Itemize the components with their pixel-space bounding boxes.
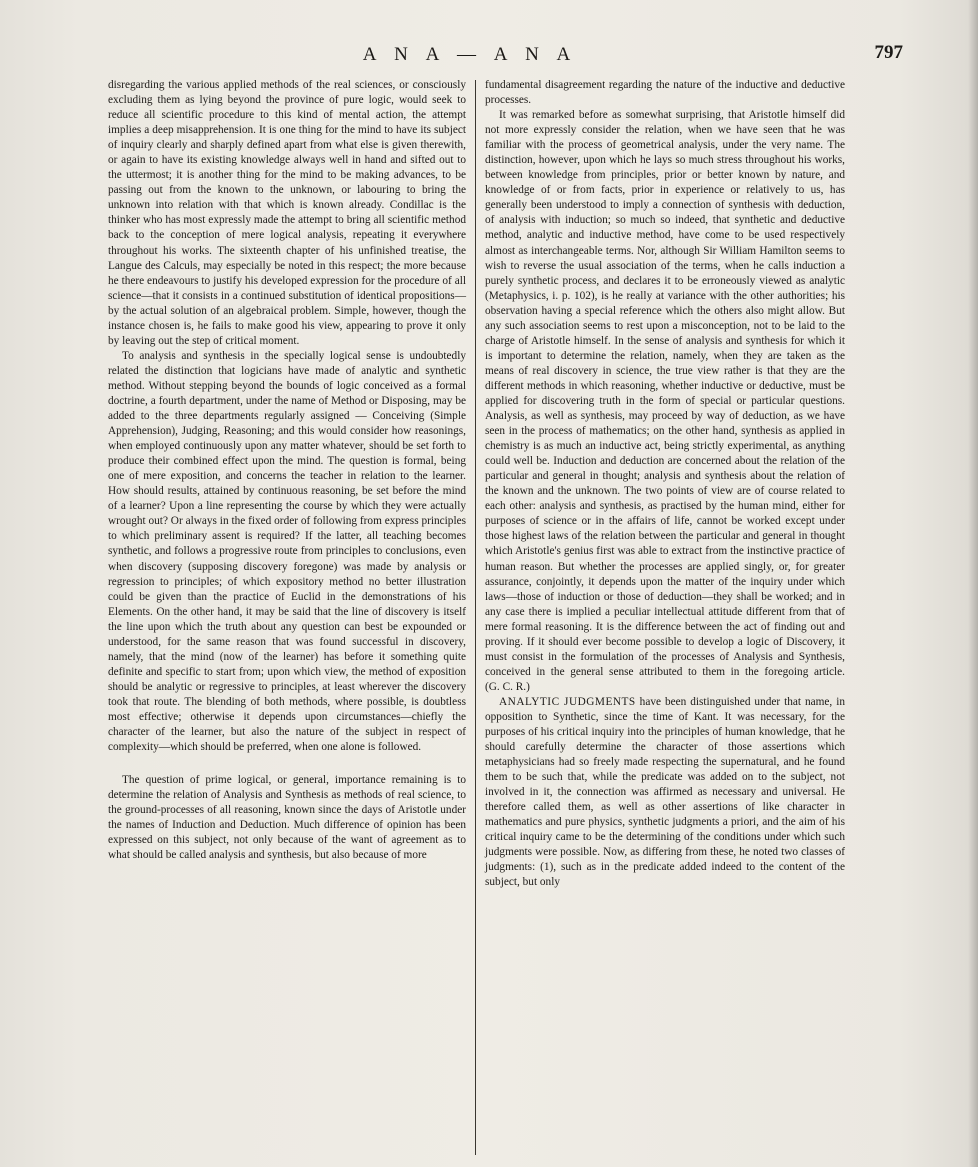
right-paragraph-2 (485, 108, 845, 695)
running-head-title: A N A — A N A (362, 44, 578, 65)
page-number: 797 (874, 42, 903, 63)
author-signature: (G. C. R.) (485, 680, 530, 693)
left-paragraph-3: The question of prime logical, or general, importance remaining is to determine the relation of Analysis and Synthesis as methods of real science, to the ground-processes of all reasoning, known since the days of Aristotle under the names of Induction and Deduction. Much difference of opinion has been expressed on this subject, not only because of the want of agreement as to what should be called analysis and synthesis, but also because of more (108, 774, 466, 862)
right-paragraph-3 (485, 695, 845, 891)
right-paragraph-1: fundamental disagreement regarding the nature of the inductive and deductive processes. (485, 79, 845, 107)
right-paragraph-2-text: It was remarked before as somewhat surprising, that Aristotle himself did not more expressly consider the relation, when we have seen that he was familiar with the process of geometrical analysis, under the very name. The distinction, however, upon which he lays so much stress throughout his works, between knowledge from principles, prior or better known by nature, and knowledge of or from facts, prior in experience or relatively to us, has generally been understood to imply a connection of synthesis with deduction, of analysis with induction; so much so indeed, that synthetic and deductive method, analytic and inductive method, have come to be used respectively almost as interchangeable terms. Nor, although Sir William Hamilton seems to wish to reverse the usual association of the terms, when he calls induction a purely synthetic process, and declares it to be erroneously viewed as analytic (Metaphysics, i. p. 102), is he really at variance with the other authorities; his observation having a special reference which the others also might allow. But any such association seems to rest upon a misconception, not to be laid to the charge of Aristotle himself. In the sense of analysis and synthesis for which it is important to determine the relation, namely, when they are taken as the means of real discovery in science, the true view rather is that they are the different methods in which reasoning, whether inductive or deductive, must be applied for discovering truth in the form of special or particular questions. Analysis, as well as synthesis, may proceed by way of deduction, as we have seen in the process of mathematics; on the other hand, synthesis as applied in chemistry is as much an inductive act, being strictly experimental, as anything could well be. Induction and deduction are concerned about the relation of the particular and general in thought; analysis and synthesis about the relation of the known and the unknown. The two points of view are of course related to each other: analysis and synthesis, as practised by the human mind, either for purposes of science or in the affairs of life, cannot be worked except under those highest laws of the relation between the particular and general in thought which Aristotle's genius first was able to extract from the instinctive practice of human reason. But whether the processes are applied singly, or, for greater assurance, conjointly, it depends upon the matter of the inquiry under which laws—those of induction or those of deduction—they shall be worked; and in any case there is implied a peculiar intellectual attitude different from that of mere formal reasoning. It is the difference between the act of finding out and proving. If it should ever become possible to develop a logic of Discovery, it must consist in the formulation of the processes of Analysis and Synthesis, conceived in the general sense attributed to them in the foregoing article. (485, 109, 845, 678)
paragraph-gap (108, 755, 466, 773)
entry-heading: ANALYTIC JUDGMENTS (499, 695, 636, 708)
left-paragraph-2: To analysis and synthesis in the specially logical sense is undoubtedly related the distinction that logicians have made of analytic and synthetic method. Without stepping beyond the bounds of logic conceived as a formal doctrine, a fourth department, under the name of Method or Disposing, may be added to the three departments regularly assigned — Conceiving (Simple Apprehension), Judging, Reasoning; and this would consider how reasonings, when employed continuously upon any matter whatever, should be set forth to produce their combined effect upon the mind. The question is formal, being one of mere exposition, and concerns the teacher in relation to the learner. How should results, attained by continuous reasoning, be set before the mind of a learner? Upon a line representing the course by which they were actually wrought out? Or always in the fixed order of following from express principles to which preliminary assent is required? If the latter, all teaching becomes synthetic, and follows a progressive route from principles to conclusions, even when discovery (supposing discovery foregone) was made by analysis or regression to principles; of which expository method no better illustration could be given than the practice of Euclid in the demonstrations of his Elements. On the other hand, it may be said that the line of discovery is itself the line upon which the truth about any question can best be expounded or understood, for the same reason that was found successful in discovery, namely, that the mind (now of the learner) has before it something quite definite and specific to start from; upon which view, the method of exposition should be analytic or regressive to principles, at least wherever the discovery took that route. The blending of both methods, where possible, is doubtless most effective; otherwise it depends upon circumstances—chiefly the character of the learner, but also the nature of the subject in respect of complexity—which should be preferred, when one alone is followed. (108, 349, 466, 754)
page-edge-shadow (968, 0, 978, 1167)
running-head (0, 40, 978, 70)
left-column (108, 78, 466, 863)
left-paragraph-1: disregarding the various applied methods of the real sciences, or consciously excluding them as lying beyond the province of pure logic, would seek to reduce all scientific procedure to this kind of mental action, the attempt implies a deep misapprehension. It is one thing for the mind to have its subject of inquiry clearly and sharply defined apart from what else is given therewith, or again to have its existing knowledge always well in hand and sifted out to the uttermost; it is another thing for the mind to be making advances, to be passing out from the known to the unknown, or labouring to bring the unknown into relation with that which is known already. Condillac is the thinker who has most expressly made the attempt to bring all scientific method back to the conception of mere logical analysis, repeating it everywhere throughout his works. The sixteenth chapter of his unfinished treatise, the Langue des Calculs, may especially be noted in this respect; the more because he there endeavours to justify his developed expression for the procedure of all science—that it consists in a continued substitution of identical propositions—by the actual solution of an algebraical problem. Simple, however, though the instance chosen is, he fails to make good his view, appearing to prove it only by leaving out the step of critical moment. (108, 79, 466, 347)
column-rule (475, 80, 476, 1155)
right-paragraph-3-text: have been distinguished under that name, in opposition to Synthetic, since the time of Kant. It was necessary, for the purposes of his critical inquiry into the principles of human knowledge, that he should carefully determine the character of those assertions which metaphysicians had so freely made respecting the supernatural, and he found them to be such that, while the predicate was added on to the subject, not involved in it, the connection was affirmed as necessary and universal. He therefore called them, as well as other assertions of like character in mathematics and pure physics, synthetic judgments a priori, and the aim of his critical inquiry came to be the determining of the conditions under which such judgments were possible. Now, as differing from these, he noted two classes of judgments: (1), such as in the predicate added indeed to the content of the subject, but only (485, 695, 845, 889)
right-column (485, 78, 845, 891)
